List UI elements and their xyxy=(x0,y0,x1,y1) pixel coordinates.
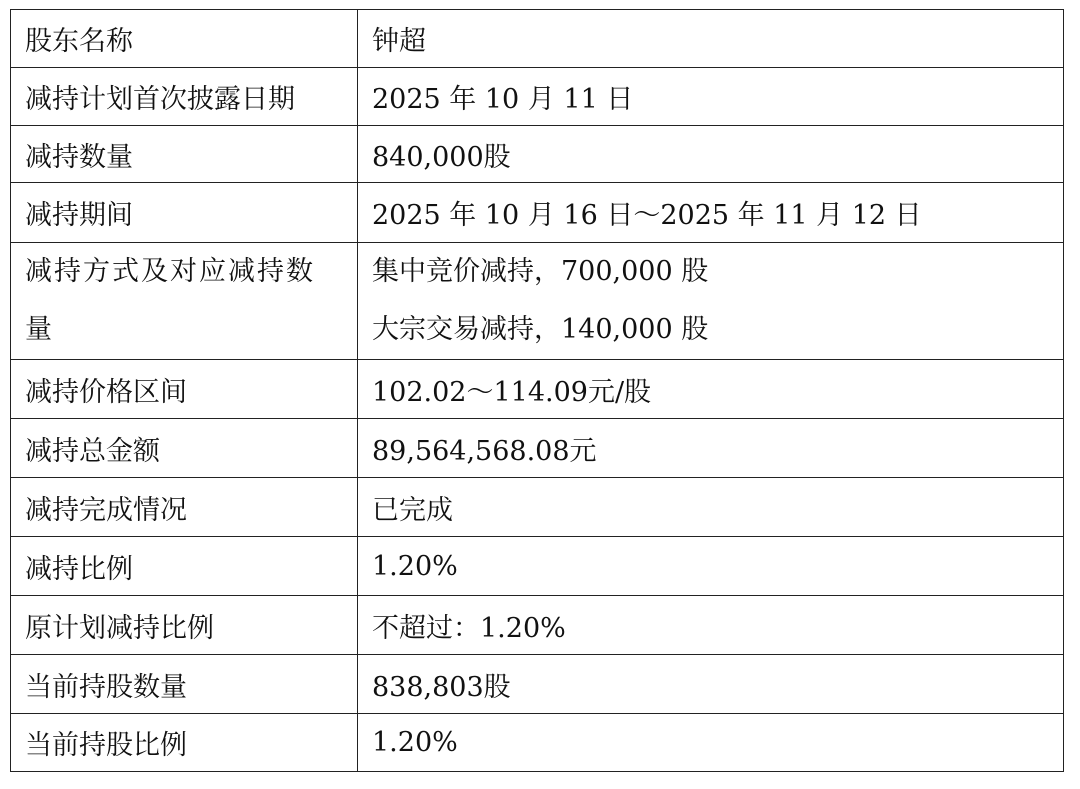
row-value: 89,564,568.08元 xyxy=(358,419,1064,478)
row-value: 1.20% xyxy=(358,714,1064,772)
row-label: 减持期间 xyxy=(11,183,358,243)
table-row xyxy=(11,126,1064,183)
table-row xyxy=(11,243,1064,360)
row-label: 减持完成情况 xyxy=(11,478,358,537)
row-label: 股东名称 xyxy=(11,10,358,68)
row-value: 840,000股 xyxy=(358,126,1064,183)
row-label: 减持比例 xyxy=(11,537,358,596)
row-label: 减持总金额 xyxy=(11,419,358,478)
table-row xyxy=(11,478,1064,537)
row-value: 钟超 xyxy=(358,10,1064,68)
table-row xyxy=(11,68,1064,126)
row-label-line: 量 xyxy=(25,314,52,345)
row-value: 已完成 xyxy=(358,478,1064,537)
row-label: 原计划减持比例 xyxy=(11,596,358,655)
table-row xyxy=(11,419,1064,478)
row-value: 838,803股 xyxy=(358,655,1064,714)
row-value: 不超过：1.20% xyxy=(358,596,1064,655)
table-row xyxy=(11,183,1064,243)
row-label: 当前持股比例 xyxy=(11,714,358,772)
table-row xyxy=(11,655,1064,714)
row-value-line: 大宗交易减持，140,000 股 xyxy=(372,314,709,345)
row-value: 1.20% xyxy=(358,537,1064,596)
row-label: 减持价格区间 xyxy=(11,360,358,419)
row-label-line: 减持方式及对应减持数 xyxy=(25,256,315,287)
row-label: 减持数量 xyxy=(11,126,358,183)
row-label xyxy=(11,243,358,360)
row-value: 102.02～114.09元/股 xyxy=(358,360,1064,419)
row-value xyxy=(358,243,1064,360)
table-row xyxy=(11,537,1064,596)
row-value: 2025 年 10 月 16 日～2025 年 11 月 12 日 xyxy=(358,183,1064,243)
reduction-info-table xyxy=(10,9,1064,772)
row-value: 2025 年 10 月 11 日 xyxy=(358,68,1064,126)
row-label: 当前持股数量 xyxy=(11,655,358,714)
table-row xyxy=(11,360,1064,419)
row-value-line: 集中竞价减持，700,000 股 xyxy=(372,256,709,287)
row-label: 减持计划首次披露日期 xyxy=(11,68,358,126)
table-row xyxy=(11,714,1064,772)
table-row xyxy=(11,596,1064,655)
table-row xyxy=(11,10,1064,68)
